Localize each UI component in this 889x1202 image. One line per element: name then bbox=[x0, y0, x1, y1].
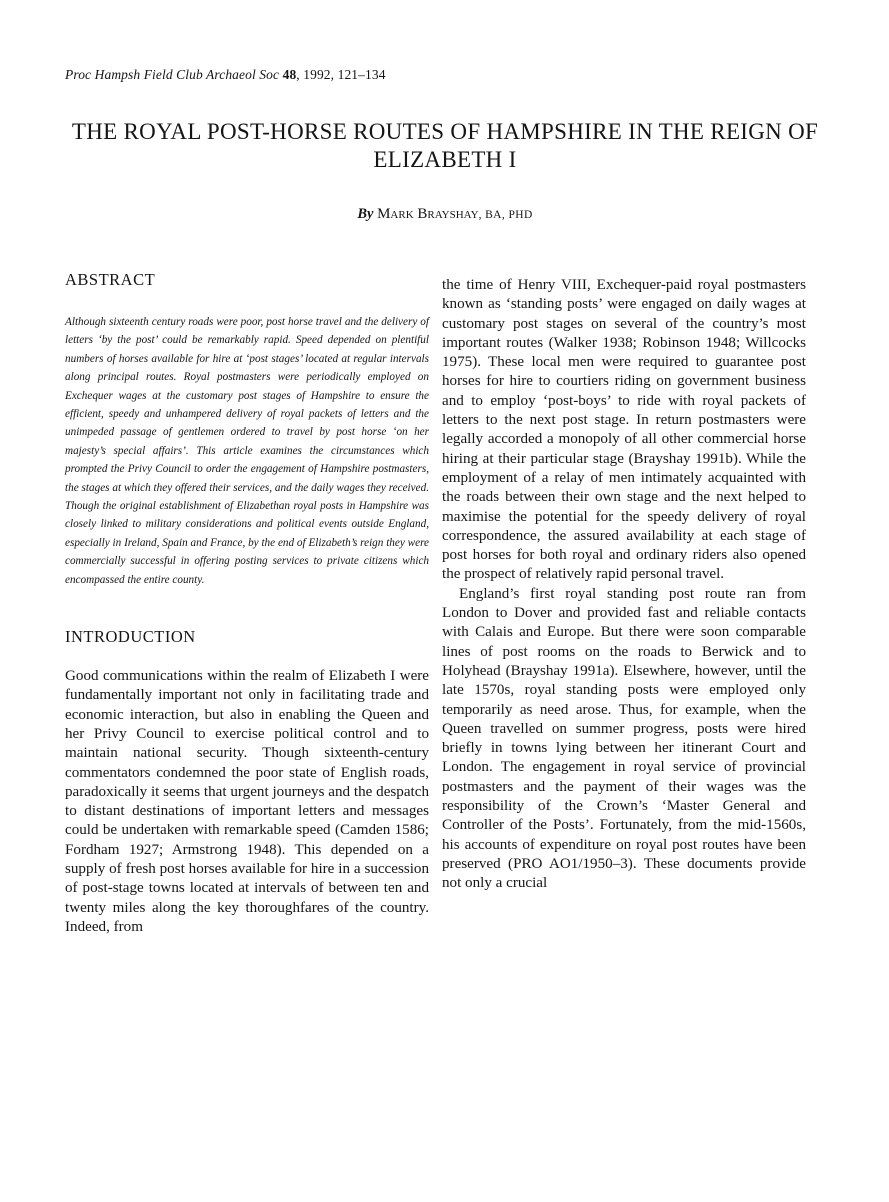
left-column bbox=[65, 270, 429, 937]
author-byline bbox=[60, 206, 830, 223]
abstract-heading: ABSTRACT bbox=[65, 270, 156, 289]
introduction-paragraph-1-continued: the time of Henry VIII, Exchequer-paid royal postmasters known as ‘standing posts’ were engaged on daily wages at customary post stages on several of the country’s most important routes (Walker 1938; Robinson 1948; Willcocks 1975). These local men were required to guarantee post horses for hire to courtiers riding on government business and to employ ‘post-boys’ to ride with royal packets of letters to the next post stage. In return postmasters were legally accorded a monopoly of all other commercial horse hiring at their particular stage (Brayshay 1991b). While the employment of a relay of men intimately acquainted with the roads between their own stage and the next helped to maximise the potential for the speedy delivery of royal correspondence, the assured availability at each stage of post horses for both royal and ordinary riders also opened the prospect of relatively rapid personal travel. bbox=[442, 277, 806, 583]
abstract-text: Although sixteenth century roads were poor, post horse travel and the delivery of letters ‘by the post’ could be remarkably rapid. Speed depended on plentiful numbers of horses available for hire at ‘post stages’ located at regular intervals along principal routes. Royal postmasters were periodically employed on Exchequer wages at the customary post stages of Hampshire to ensure the efficient, speedy and unhampered delivery of royal packets of letters and the unimpeded passage of gentlemen ordered to travel by post horse ‘on her majesty’s special affairs’. This article examines the circumstances which prompted the Privy Council to order the engagement of Hampshire postmasters, the stages at which they offered their services, and the daily wages they received. Though the original establishment of Elizabethan royal posts in Hampshire was closely linked to military considerations and political events outside England, especially in Ireland, Spain and France, by the end of Elizabeth’s reign they were commercially successful in offering posting services to private citizens which encompassed the entire county. bbox=[65, 316, 429, 586]
journal-volume: 48 bbox=[282, 67, 297, 82]
right-column bbox=[442, 276, 806, 894]
journal-year-pages: , 1992, 121–134 bbox=[296, 67, 386, 82]
introduction-paragraph-1: Good communications within the realm of Elizabeth I were fundamentally important not only in facilitating trade and economic interaction, but also in enabling the Queen and her Privy Council to exercise political control and to maintain national security. Though sixteenth-century commentators condemned the poor state of English roads, paradoxically it seems that urgent journeys and the despatch to distant destinations of important letters and messages could be undertaken with remarkable speed (Camden 1586; Fordham 1927; Armstrong 1948). This depended on a supply of fresh post horses available for hire in a succession of post-stage towns located at intervals of between ten and twenty miles along the key thoroughfares of the country. Indeed, from bbox=[65, 668, 429, 935]
author-name: Mark Brayshay bbox=[377, 206, 479, 222]
article-title: THE ROYAL POST-HORSE ROUTES OF HAMPSHIRE IN THE REIGN OF ELIZABETH I bbox=[71, 119, 819, 172]
journal-citation bbox=[65, 67, 386, 83]
journal-name: Proc Hampsh Field Club Archaeol Soc bbox=[65, 67, 280, 82]
byline-by: By bbox=[357, 206, 374, 222]
introduction-paragraph-2: England’s first royal standing post route ran from London to Dover and provided fast and reliable contacts with Calais and Europe. But there were soon comparable lines of post rooms on the roads to Berwick and to Holyhead (Brayshay 1991a). Elsewhere, however, until the late 1570s, royal standing posts were employed only temporarily as need arose. Thus, for example, when the Queen travelled on summer progress, posts were hired briefly in towns lying between her itinerant Court and London. The engagement in royal service of provincial postmasters and the payment of their wages was the responsibility of the Crown’s ‘Master General and Controller of the Posts’. Fortunately, from the mid-1560s, his accounts of expenditure on royal post routes have been preserved (PRO AO1/1950–3). These documents provide not only a crucial bbox=[442, 585, 806, 892]
introduction-heading: INTRODUCTION bbox=[65, 627, 196, 647]
author-degrees: , BA, PHD bbox=[478, 209, 533, 221]
